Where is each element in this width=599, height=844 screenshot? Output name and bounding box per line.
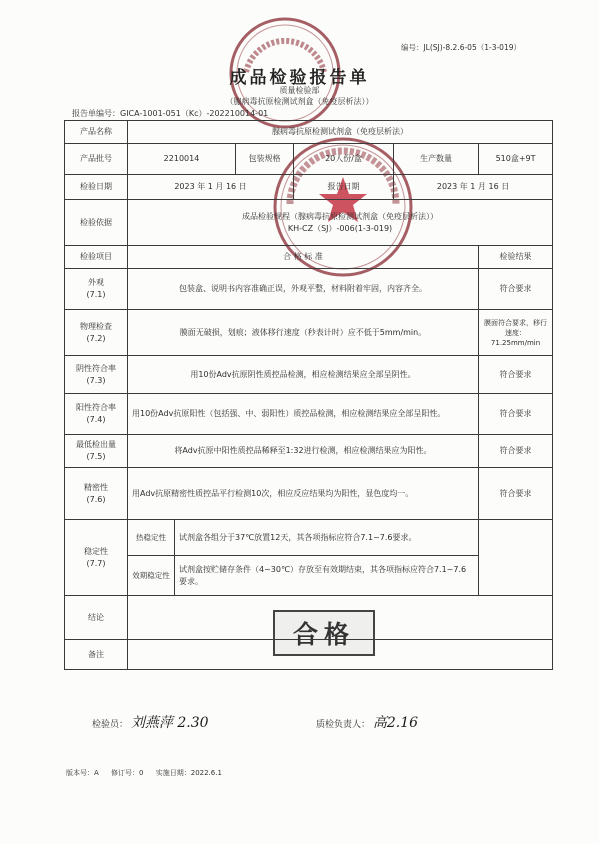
revision-text: 修订号：0 <box>111 769 144 777</box>
item-result: 膜面符合要求，移行速度：71.25mm/min <box>479 310 553 356</box>
conclusion-label: 结论 <box>65 596 128 640</box>
batch-row <box>65 144 553 175</box>
expiry-stability-label: 效期稳定性 <box>128 556 175 596</box>
stability-result <box>479 520 553 596</box>
item-standard: 包装盒、说明书内容准确正误，外观平整，材料附着牢固，内容齐全。 <box>128 269 479 310</box>
batch-label: 产品批号 <box>65 144 128 175</box>
inspection-table <box>64 120 553 670</box>
version-text: 版本号：A <box>66 769 99 777</box>
item-standard: 将Adv抗原中阳性质控品稀释至1:32进行检测，相应检测结果应为阳性。 <box>128 435 479 468</box>
item-result: 符合要求 <box>479 435 553 468</box>
batch-value: 2210014 <box>128 144 236 175</box>
effective-date-text: 实施日期：2022.6.1 <box>155 769 222 777</box>
pack-spec-label: 包装规格 <box>236 144 294 175</box>
table-row <box>65 435 553 468</box>
pack-spec-value: 20人份/盒 <box>294 144 394 175</box>
item-result: 符合要求 <box>479 394 553 435</box>
item-result: 符合要求 <box>479 269 553 310</box>
column-header-row <box>65 246 553 269</box>
item-code: (7.6) <box>86 494 106 504</box>
table-row <box>65 468 553 520</box>
product-name-value: 腺病毒抗原检测试剂盒（免疫层析法） <box>128 121 553 144</box>
item-code: (7.5) <box>86 452 106 461</box>
item-name: 物理检查 <box>80 321 112 331</box>
item-name: 阳性符合率 <box>76 403 116 412</box>
item-code: (7.3) <box>86 375 106 385</box>
production-qty-label: 生产数量 <box>394 144 479 175</box>
product-name-row <box>65 121 553 144</box>
report-number: 报告单编号：GICA-1001-051（Kc）-202210014-01 <box>72 109 269 118</box>
report-date-label: 报告日期 <box>294 175 394 200</box>
item-code: (7.2) <box>86 333 106 343</box>
item-code: (7.4) <box>86 415 106 424</box>
item-name-cell <box>65 310 128 356</box>
item-name-cell <box>65 435 128 468</box>
product-subtitle: （腺病毒抗原检测试剂盒（免疫层析法）） <box>225 97 374 106</box>
heat-stability-text: 试剂盒各组分于37℃放置12天，其各项指标应符合7.1~7.6要求。 <box>175 520 479 556</box>
table-row <box>65 269 553 310</box>
inspect-date-value: 2023 年 1 月 16 日 <box>128 175 294 200</box>
report-date-value: 2023 年 1 月 16 日 <box>394 175 553 200</box>
inspector-sign: 刘燕萍 2.30 <box>130 715 209 731</box>
basis-line-2: KH-CZ（SJ）-006(1-3-019) <box>287 223 393 233</box>
supervisor-label: 质检负责人： <box>316 720 371 730</box>
col-result-header: 检验结果 <box>479 246 553 269</box>
col-item-header: 检验项目 <box>65 246 128 269</box>
product-name-label: 产品名称 <box>65 121 128 144</box>
supervisor-sign: 高2.16 <box>372 715 419 731</box>
item-name-cell <box>65 468 128 520</box>
item-standard: 用Adv抗原精密性质控品平行检测10次，相应反应结果均为阳性，显色度均一。 <box>128 468 479 520</box>
item-code: (7.1) <box>86 290 106 299</box>
page-title: 成品检验报告单 <box>229 68 370 88</box>
date-row <box>65 175 553 200</box>
stability-code: (7.7) <box>86 558 106 568</box>
basis-label: 检验依据 <box>65 200 128 246</box>
document-footer <box>66 768 232 778</box>
inspector-signature <box>92 712 209 732</box>
item-name-cell <box>65 356 128 394</box>
table-row <box>65 394 553 435</box>
expiry-stability-text: 试剂盒按贮储存条件（4~30℃）存放至有效期结束，其各项指标应符合7.1~7.6要求。 <box>175 556 479 596</box>
item-name-cell <box>65 394 128 435</box>
remarks-label: 备注 <box>65 640 128 670</box>
inspector-label: 检验员： <box>92 720 129 730</box>
table-row <box>65 310 553 356</box>
item-name: 最低检出量 <box>76 440 116 449</box>
basis-line-1: 成品检验规程（腺病毒抗原检测试剂盒（免疫层析法）） <box>242 211 439 221</box>
col-standard-header: 合 格 标 准 <box>128 246 479 269</box>
document-number: 编号：JL(SJ)-8.2.6-05（1-3-019） <box>400 43 521 52</box>
item-name: 精密性 <box>84 482 108 492</box>
item-name-cell <box>65 269 128 310</box>
supervisor-signature <box>316 712 418 732</box>
item-standard: 用10份Adv抗原阴性质控品检测，相应检测结果应全部呈阴性。 <box>128 356 479 394</box>
basis-row <box>65 200 553 246</box>
inspect-date-label: 检验日期 <box>65 175 128 200</box>
item-result: 符合要求 <box>479 468 553 520</box>
item-standard: 用10份Adv抗原阳性（包括强、中、弱阳性）质控品检测，相应检测结果应全部呈阳性。 <box>128 394 479 435</box>
stability-name-cell <box>65 520 128 596</box>
item-standard: 膜面无破损，划痕；液体移行速度（秒表计时）应不低于5mm/min。 <box>128 310 479 356</box>
item-name: 阴性符合率 <box>76 363 116 373</box>
item-result: 符合要求 <box>479 356 553 394</box>
pass-stamp: 合格 <box>273 610 375 656</box>
heat-stability-label: 热稳定性 <box>128 520 175 556</box>
basis-value <box>128 200 553 246</box>
department-line: 质量检验部 <box>279 86 320 95</box>
stability-row-1 <box>65 520 553 556</box>
stability-name: 稳定性 <box>84 546 108 556</box>
table-row <box>65 356 553 394</box>
production-qty-value: 510盒+9T <box>479 144 553 175</box>
item-name: 外观 <box>88 278 104 287</box>
